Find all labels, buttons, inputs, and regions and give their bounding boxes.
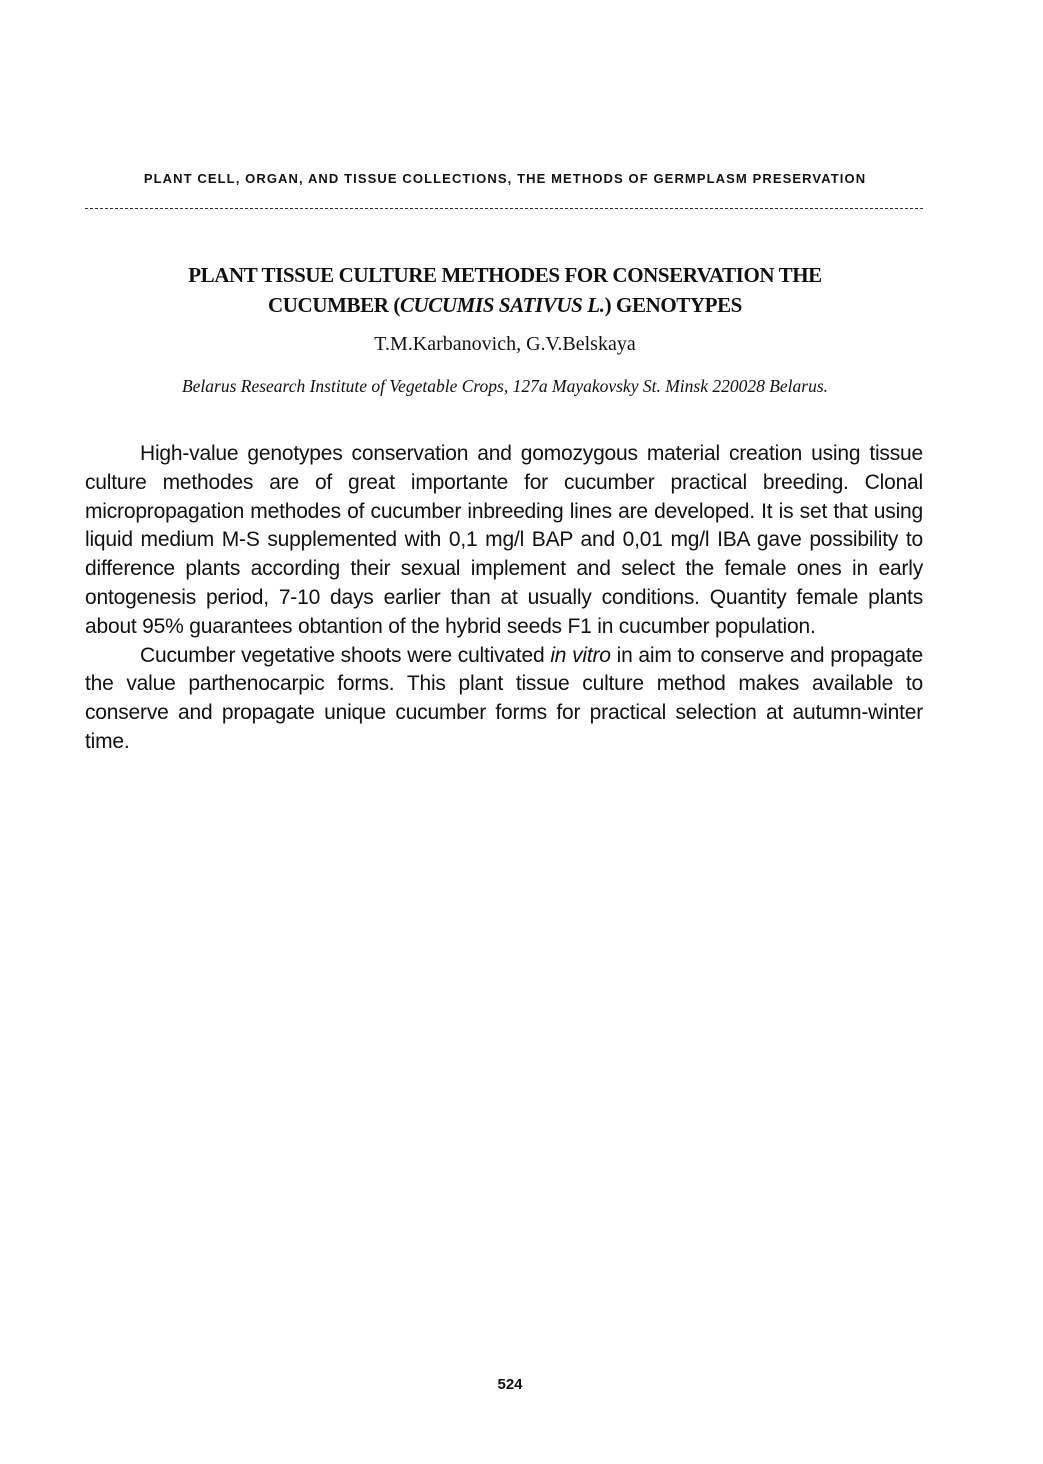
title-line-1: PLANT TISSUE CULTURE METHODES FOR CONSERVATION THE: [188, 263, 822, 287]
header-divider: [85, 208, 923, 209]
paragraph-1: High-value genotypes conservation and gomozygous material creation using tissue culture methodes are of great importante for cucumber practical breeding. Clonal micropropagation methodes of cucumber inbreeding lines are developed. It is set that using liquid medium M-S supplemented with 0,1 mg/l BAP and 0,01 mg/l IBA gave possibility to difference plants according their sexual implement and select the female ones in early ontogenesis period, 7-10 days earlier than at usually conditions. Quantity female plants about 95% guarantees obtantion of the hybrid seeds F1 in cucumber population.: [85, 442, 923, 638]
title-line-2-pre: CUCUMBER (: [268, 293, 400, 317]
paragraph-2: [85, 642, 923, 757]
page-number: 524: [497, 1376, 523, 1393]
authors: T.M.Karbanovich, G.V.Belskaya: [374, 333, 636, 355]
paragraph-2-pre: Cucumber vegetative shoots were cultivated: [140, 643, 551, 667]
paragraph-2-italic: in vitro: [550, 643, 611, 667]
running-header: PLANT CELL, ORGAN, AND TISSUE COLLECTIONS, THE METHODS OF GERMPLASM PRESERVATION: [143, 171, 867, 186]
abstract-body: [85, 440, 923, 757]
paragraph-2-post: in aim to conserve and propagate the value parthenocarpic forms. This plant tissue culture method makes available to conserve and propagate unique cucumber forms for practical selection at autumn-winter time.: [85, 643, 923, 753]
paper-title: [85, 260, 925, 320]
affiliation: Belarus Research Institute of Vegetable Crops, 127a Mayakovsky St. Minsk 220028 Belarus.: [181, 376, 829, 396]
title-line-2-post: ) GENOTYPES: [604, 293, 742, 317]
title-line-2-species: CUCUMIS SATIVUS L.: [399, 293, 605, 317]
